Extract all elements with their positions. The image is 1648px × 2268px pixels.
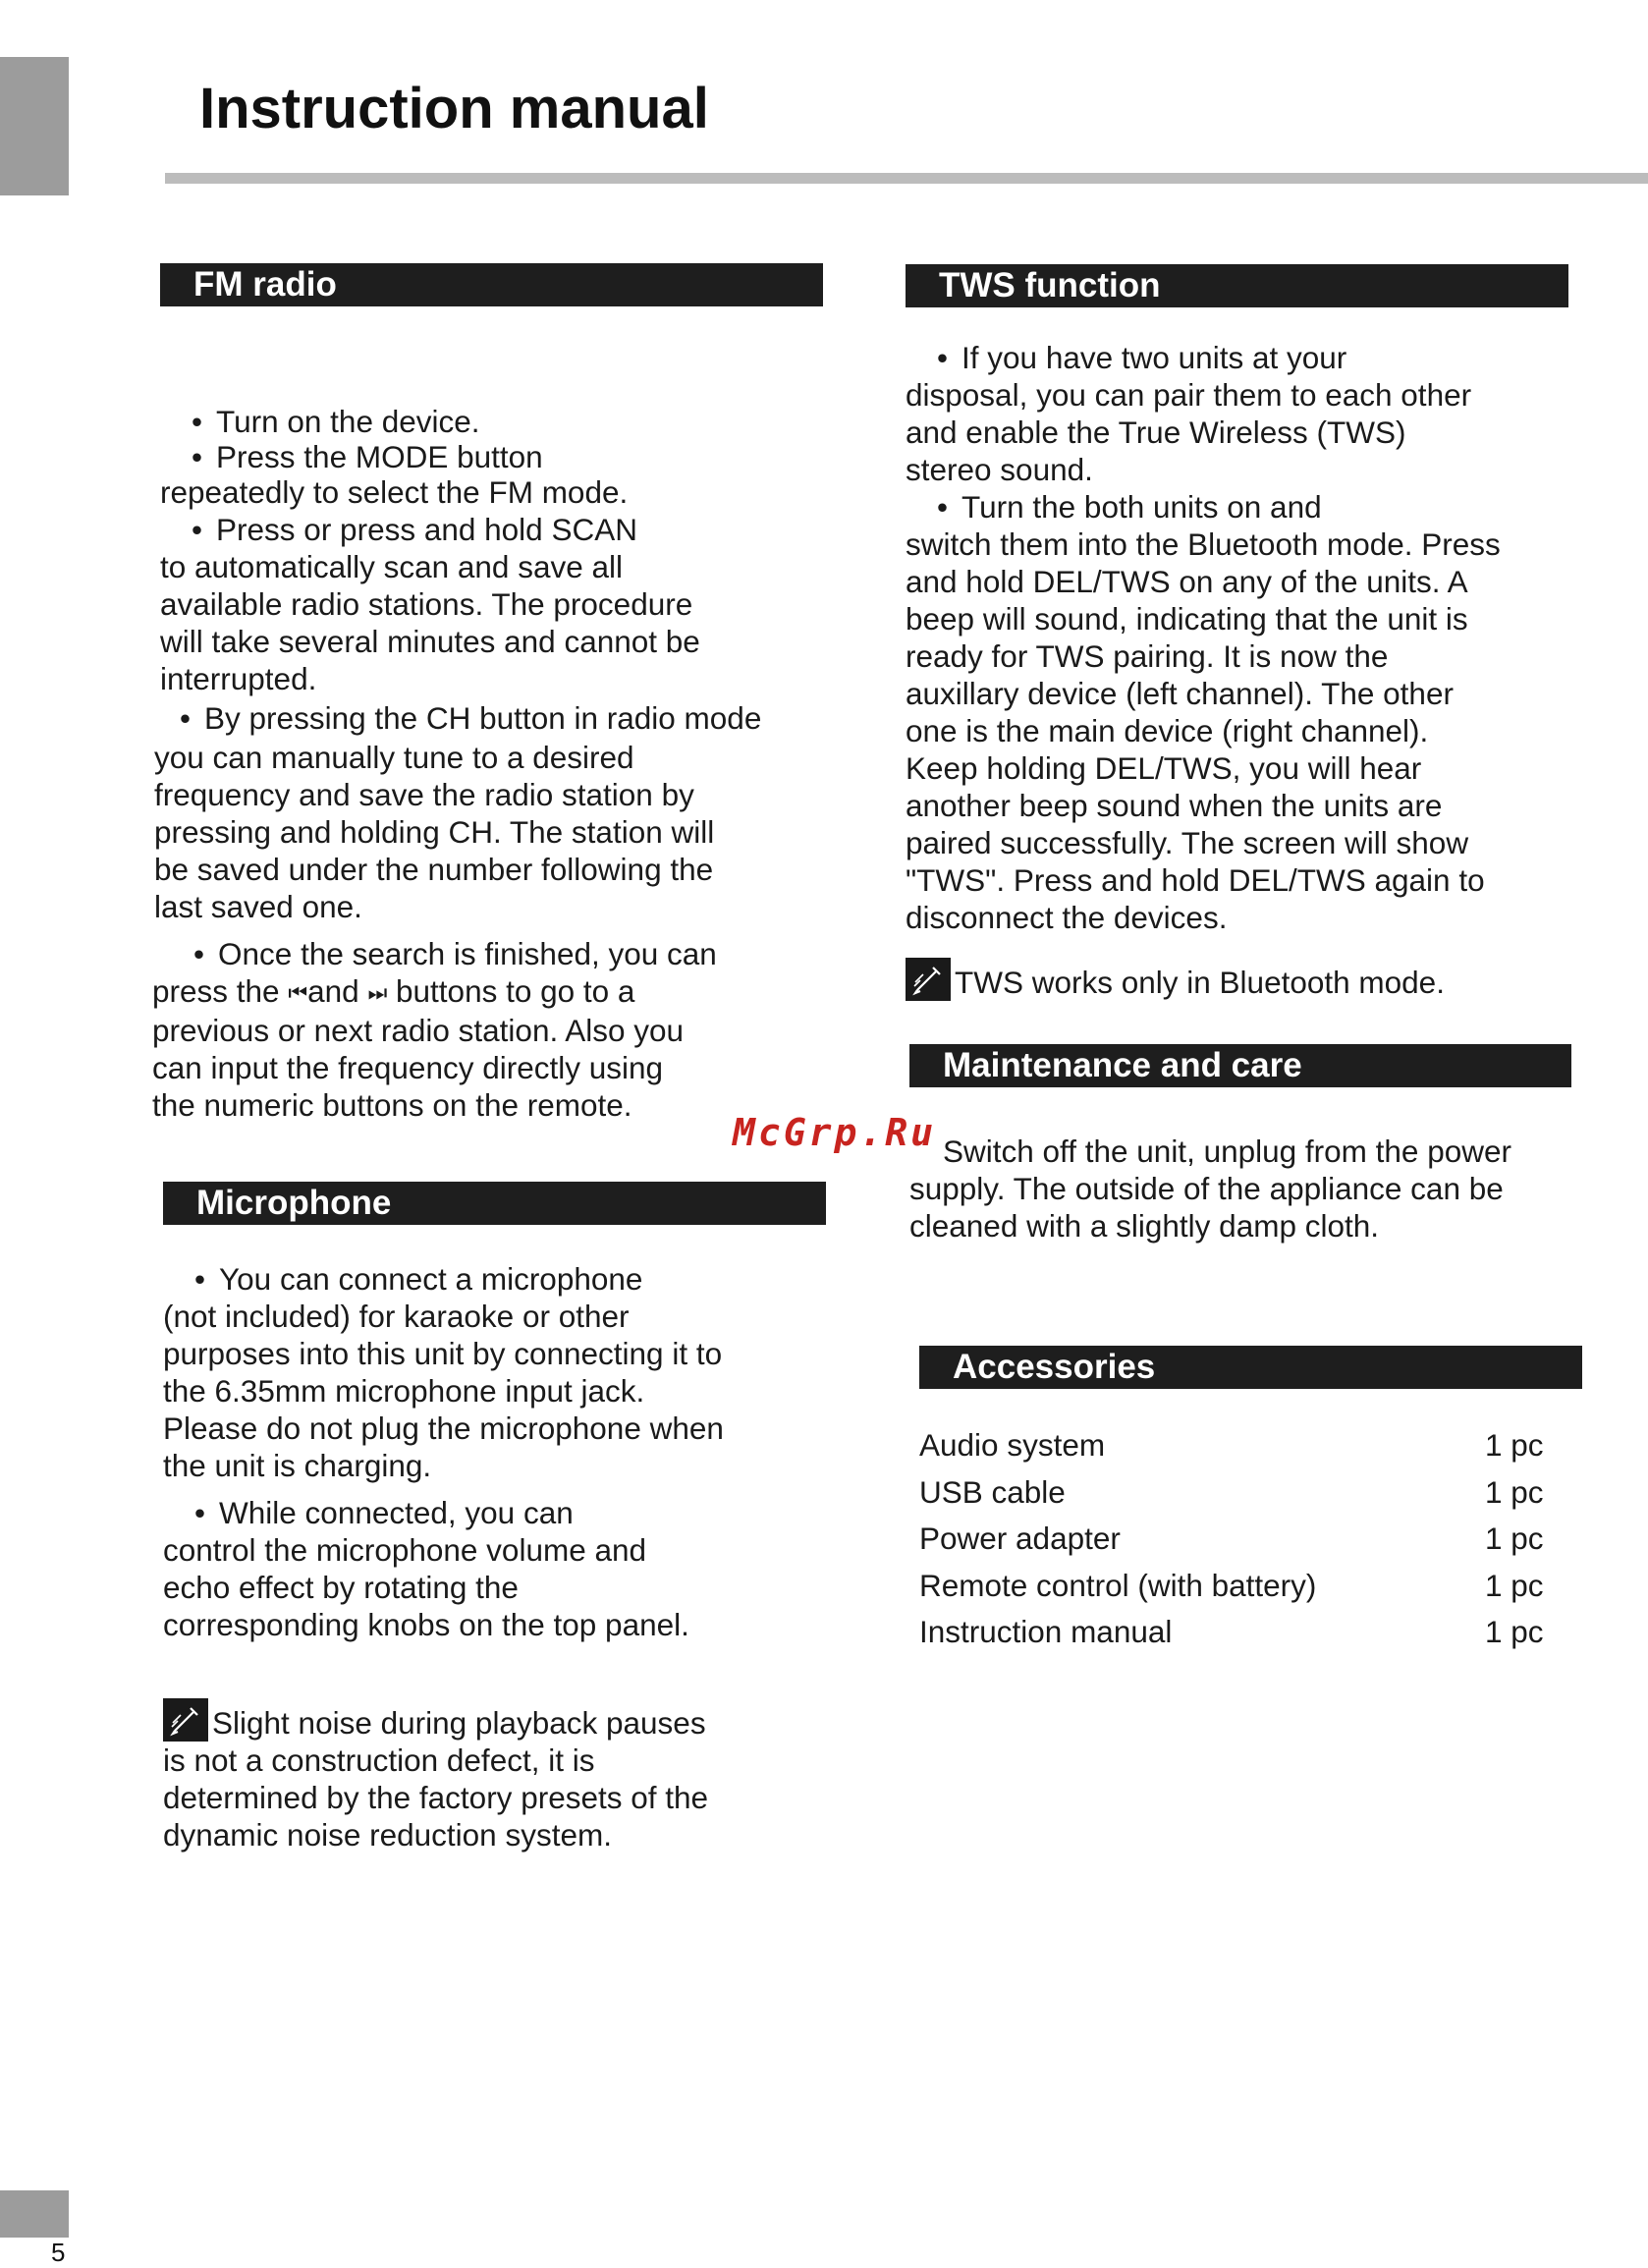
microphone-body [163,1260,826,1853]
mic-note-line: is not a construction defect, it is [163,1742,595,1778]
maintenance-line: cleaned with a slightly damp cloth. [909,1208,1380,1244]
fm-radio-body [152,403,823,1124]
fm-bullet-4-line: be saved under the number following the [154,852,714,887]
microphone-heading: Microphone [163,1182,826,1225]
mic-bullet-2-line: echo effect by rotating the [163,1570,519,1605]
mic-bullet-1-line: the 6.35mm microphone input jack. [163,1373,645,1409]
fm-bullet-4: • By pressing the CH button in radio mode [154,699,823,737]
maintenance-heading: Maintenance and care [909,1044,1571,1087]
fm-bullet-5-line: the numeric buttons on the remote. [152,1087,632,1123]
accessory-qty: 1 pc [1485,1614,1544,1650]
tws-bullet-2-line: paired successfully. The screen will show [906,825,1469,860]
tws-bullet-1-line: stereo sound. [906,452,1093,487]
tws-note [906,958,1568,1001]
tws-bullet-2-line: another beep sound when the units are [906,788,1443,823]
mic-note [163,1698,826,1742]
fm-bullet-3-line: will take several minutes and cannot be [160,624,700,659]
fm-bullet-3: • Press or press and hold SCAN [160,511,823,548]
fm-text-fragment: and [307,973,368,1009]
tws-bullet-2-line: ready for TWS pairing. It is now the [906,638,1389,674]
mic-note-line: Slight noise during playback pauses [212,1705,706,1741]
mic-bullet-1-line: Please do not plug the microphone when [163,1411,724,1446]
title-rule [165,173,1648,184]
fm-bullet-1: • Turn on the device. [160,403,823,440]
tws-note-text: TWS works only in Bluetooth mode. [955,965,1445,1000]
accessories-heading: Accessories [919,1346,1582,1389]
tws-bullet-1-line: disposal, you can pair them to each other [906,377,1472,413]
tws-bullet-2-line: disconnect the devices. [906,900,1228,935]
page-number: 5 [51,2238,66,2267]
accessory-name: USB cable [919,1473,1066,1510]
tws-bullet-2-line: auxillary device (left channel). The other [906,676,1454,711]
mic-bullet-2-line: control the microphone volume and [163,1532,647,1568]
tws-bullet-2-line: beep will sound, indicating that the unit is [906,601,1468,636]
tws-body [906,339,1568,1001]
tws-section [906,264,1568,1001]
accessory-row [919,1563,1544,1610]
mic-note-line: determined by the factory presets of the [163,1780,709,1815]
next-track-icon: ⏭ [367,980,388,1005]
fm-bullet-4-line: frequency and save the radio station by [154,777,694,812]
fm-bullet-3-line: available radio stations. The procedure [160,586,693,622]
note-pen-icon [906,958,951,1001]
fm-bullet-4-line: pressing and holding CH. The station will [154,814,715,850]
mic-bullet-1: • You can connect a microphone [163,1260,826,1298]
mic-bullet-1-line: (not included) for karaoke or other [163,1299,630,1334]
fm-bullet-3-line: interrupted. [160,661,317,696]
mic-bullet-1-line: purposes into this unit by connecting it to [163,1336,723,1371]
maintenance-line: supply. The outside of the appliance can be [909,1171,1504,1206]
note-pen-icon [163,1698,208,1742]
fm-bullet-5-line: can input the frequency directly using [152,1050,664,1085]
fm-bullet-5: • Once the search is finished, you can [152,935,823,972]
accessory-name: Power adapter [919,1521,1121,1557]
page-title: Instruction manual [199,77,709,140]
accessories-table [919,1422,1544,1656]
maintenance-section [909,1044,1571,1245]
tws-bullet-2-line: switch them into the Bluetooth mode. Press [906,526,1501,562]
accessory-qty: 1 pc [1485,1427,1544,1464]
fm-bullet-5-line: previous or next radio station. Also you [152,1013,685,1048]
mic-bullet-2-line: corresponding knobs on the top panel. [163,1607,689,1642]
tws-bullet-2-line: one is the main device (right channel). [906,713,1429,748]
fm-bullet-5-line [152,972,823,1012]
mic-bullet-1-line: the unit is charging. [163,1448,432,1483]
tws-bullet-2-line: "TWS". Press and hold DEL/TWS again to [906,862,1485,898]
tws-bullet-1-line: and enable the True Wireless (TWS) [906,415,1406,450]
fm-bullet-4-line: you can manually tune to a desired [154,740,634,775]
accessory-row [919,1609,1544,1656]
accessory-qty: 1 pc [1485,1567,1544,1603]
tws-bullet-2-line: and hold DEL/TWS on any of the units. A [906,564,1468,599]
accessory-qty: 1 pc [1485,1521,1544,1557]
fm-text-fragment: buttons to go to a [387,973,635,1009]
fm-text-fragment: press the [152,973,289,1009]
tws-bullet-2-line: Keep holding DEL/TWS, you will hear [906,750,1422,786]
fm-bullet-2-cont: repeatedly to select the FM mode. [160,474,629,510]
side-tab-top [0,57,69,195]
accessory-name: Audio system [919,1427,1106,1464]
mic-bullet-2: • While connected, you can [163,1494,826,1531]
watermark: McGrp.Ru [733,1111,937,1154]
accessories-section [919,1346,1582,1656]
microphone-section [163,1182,826,1853]
fm-radio-heading: FM radio [160,263,823,306]
tws-bullet-2: • Turn the both units on and [906,488,1568,526]
fm-radio-section [152,263,823,1124]
previous-track-icon: ⏮ [288,980,308,1005]
tws-heading: TWS function [906,264,1568,307]
accessory-qty: 1 pc [1485,1473,1544,1510]
maintenance-body [909,1133,1571,1245]
accessory-row [919,1516,1544,1563]
fm-bullet-3-line: to automatically scan and save all [160,549,624,584]
fm-bullet-4-line: last saved one. [154,889,362,924]
accessory-name: Instruction manual [919,1614,1173,1650]
tws-bullet-1: • If you have two units at your [906,339,1568,376]
mic-note-line: dynamic noise reduction system. [163,1817,612,1853]
accessory-name: Remote control (with battery) [919,1567,1317,1603]
side-tab-bottom [0,2190,69,2238]
accessory-row [919,1422,1544,1469]
accessory-row [919,1469,1544,1517]
maintenance-line: Switch off the unit, unplug from the power [943,1134,1511,1169]
fm-bullet-2: • Press the MODE button [160,438,823,475]
